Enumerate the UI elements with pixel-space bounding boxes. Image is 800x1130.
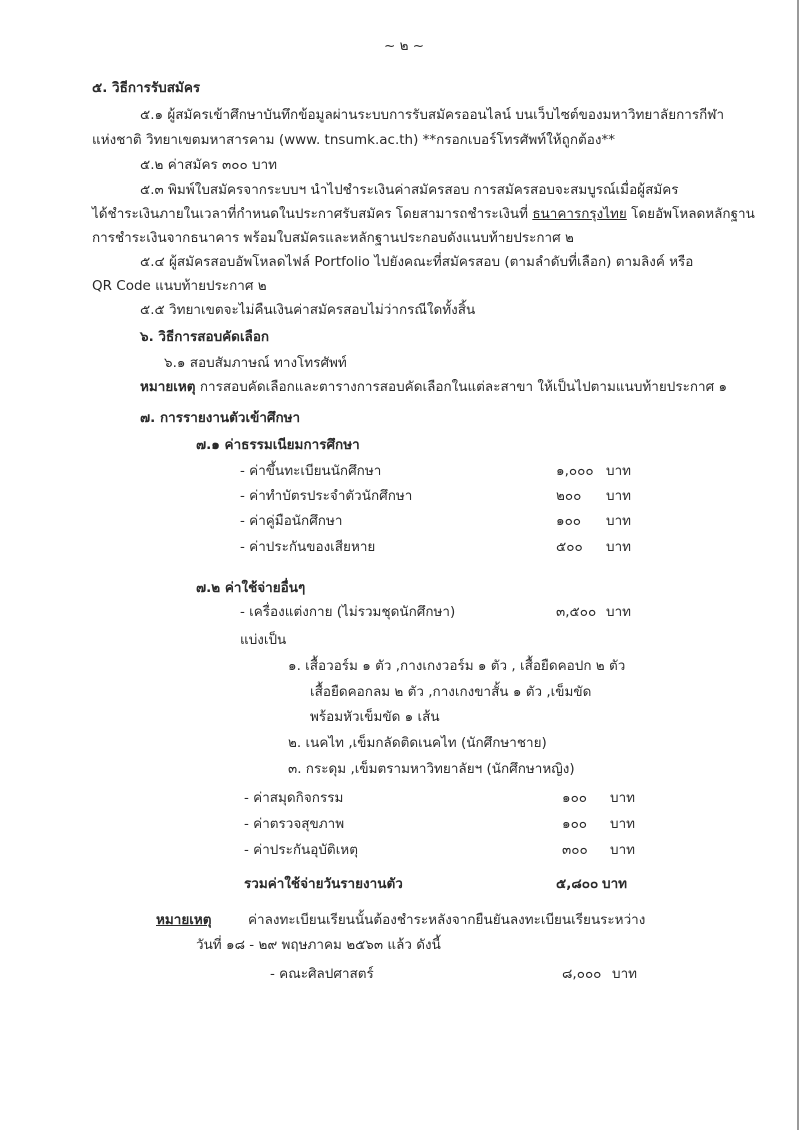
- uniform-item-2: ๒. เนคไท ,เข็มกลัดติดเนคไท (นักศึกษาชาย): [288, 735, 547, 751]
- section-7-heading: ๗. การรายงานตัวเข้าศึกษา: [140, 410, 301, 426]
- faculty-amount: ๘,๐๐๐: [562, 966, 602, 982]
- faculty-label: - คณะศิลปศาสตร์: [270, 966, 374, 982]
- section-5-1-line2: แห่งชาติ วิทยาเขตมหาสารคาม (www. tnsumk.ac.th) **กรอกเบอร์โทรศัพท์ให้ถูกต้อง**: [92, 132, 615, 148]
- section-6-1: ๖.๑ สอบสัมภาษณ์ ทางโทรศัพท์: [164, 355, 347, 371]
- section-6-note: [140, 379, 727, 395]
- section-5-heading: ๕. วิธีการรับสมัคร: [92, 80, 201, 96]
- fee-label: - ค่าขึ้นทะเบียนนักศึกษา: [240, 463, 382, 479]
- section-7-2-heading: ๗.๒ ค่าใช้จ่ายอื่นๆ: [196, 580, 306, 596]
- note2-line2: วันที่ ๑๘ - ๒๙ พฤษภาคม ๒๕๖๓ แล้ว ดังนี้: [196, 937, 441, 953]
- fee-unit: บาท: [606, 539, 632, 555]
- fee-unit: บาท: [606, 488, 632, 504]
- uniform-item-3: ๓. กระดุม ,เข็มตรามหาวิทยาลัยฯ (นักศึกษาหญิง): [288, 761, 575, 777]
- total-unit: บาท: [602, 876, 628, 892]
- fee-amount: ๕๐๐: [556, 539, 583, 555]
- fee-label: - เครื่องแต่งกาย (ไม่รวมชุดนักศึกษา): [240, 604, 456, 620]
- section-5-3-line2-post: โดยอัพโหลดหลักฐาน: [626, 206, 755, 222]
- fee-amount: ๓,๕๐๐: [556, 604, 597, 620]
- uniform-item-1-line1: ๑. เสื้อวอร์ม ๑ ตัว ,กางเกงวอร์ม ๑ ตัว , เสื้อยืดคอปก ๒ ตัว: [288, 658, 626, 674]
- uniform-item-1-line3: พร้อมหัวเข็มขัด ๑ เส้น: [310, 709, 440, 725]
- total-label: รวมค่าใช้จ่ายวันรายงานตัว: [244, 876, 403, 892]
- section-6-heading: ๖. วิธีการสอบคัดเลือก: [140, 329, 270, 345]
- section-5-3-line2: [92, 206, 755, 222]
- fee-unit: บาท: [606, 463, 632, 479]
- fee-amount: ๑๐๐: [556, 513, 582, 529]
- note-label: หมายเหตุ: [140, 379, 196, 395]
- fee-label: - ค่าตรวจสุขภาพ: [244, 816, 345, 832]
- section-5-3-line1: ๕.๓ พิมพ์ใบสมัครจากระบบฯ นำไปชำระเงินค่าสมัครสอบ การสมัครสอบจะสมบูรณ์เมื่อผู้สมัคร: [140, 182, 679, 198]
- fee-amount: ๑,๐๐๐: [556, 463, 594, 479]
- fee-amount: ๒๐๐: [556, 488, 582, 504]
- note2-label: หมายเหตุ: [156, 912, 212, 928]
- section-5-4-line2: QR Code แนบท้ายประกาศ ๒: [92, 278, 267, 294]
- section-5-2: ๕.๒ ค่าสมัคร ๓๐๐ บาท: [140, 157, 278, 173]
- total-amount: ๕,๘๐๐: [556, 876, 599, 892]
- fee-amount: ๑๐๐: [562, 790, 588, 806]
- fee-unit: บาท: [610, 842, 636, 858]
- fee-label: - ค่าทำบัตรประจำตัวนักศึกษา: [240, 488, 413, 504]
- fee-label: - ค่าประกันของเสียหาย: [240, 539, 376, 555]
- fee-label: - ค่าประกันอุบัติเหตุ: [244, 842, 358, 858]
- note-text: การสอบคัดเลือกและตารางการสอบคัดเลือกในแต่ละสาขา ให้เป็นไปตามแนบท้ายประกาศ ๑: [199, 379, 728, 395]
- bank-name: ธนาคารกรุงไทย: [532, 206, 627, 222]
- section-7-1-heading: ๗.๑ ค่าธรรมเนียมการศึกษา: [196, 437, 360, 453]
- fee-amount: ๓๐๐: [562, 842, 588, 858]
- fee-amount: ๑๐๐: [562, 816, 588, 832]
- fee-label: - ค่าคู่มือนักศึกษา: [240, 513, 343, 529]
- section-5-1-line1: ๕.๑ ผู้สมัครเข้าศึกษาบันทึกข้อมูลผ่านระบบการรับสมัครออนไลน์ บนเว็บไซต์ของมหาวิทยาลัยการกีฬา: [140, 107, 725, 123]
- fee-unit: บาท: [610, 790, 636, 806]
- section-5-5: ๕.๕ วิทยาเขตจะไม่คืนเงินค่าสมัครสอบไม่ว่ากรณีใดทั้งสิ้น: [140, 302, 476, 318]
- fee-unit: บาท: [606, 513, 632, 529]
- section-5-4-line1: ๕.๔ ผู้สมัครสอบอัพโหลดไฟล์ Portfolio ไปยังคณะที่สมัครสอบ (ตามลำดับที่เลือก) ตามลิงค์ หรือ: [140, 254, 694, 270]
- page-number: ~ ๒ ~: [384, 38, 425, 54]
- faculty-unit: บาท: [612, 966, 638, 982]
- uniform-item-1-line2: เสื้อยืดคอกลม ๒ ตัว ,กางเกงขาสั้น ๑ ตัว ,เข็มขัด: [310, 684, 592, 700]
- split-label: แบ่งเป็น: [240, 632, 287, 648]
- section-5-3-line3: การชำระเงินจากธนาคาร พร้อมใบสมัครและหลักฐานประกอบดังแนบท้ายประกาศ ๒: [92, 230, 574, 246]
- section-5-3-line2-pre: ได้ชำระเงินภายในเวลาที่กำหนดในประกาศรับสมัคร โดยสามารถชำระเงินที่: [92, 206, 533, 222]
- fee-label: - ค่าสมุดกิจกรรม: [244, 790, 344, 806]
- page-fold-edge: [797, 0, 799, 1130]
- fee-unit: บาท: [610, 816, 636, 832]
- note2-line1: ค่าลงทะเบียนเรียนนั้นต้องชำระหลังจากยืนยันลงทะเบียนเรียนระหว่าง: [248, 912, 646, 928]
- fee-unit: บาท: [606, 604, 632, 620]
